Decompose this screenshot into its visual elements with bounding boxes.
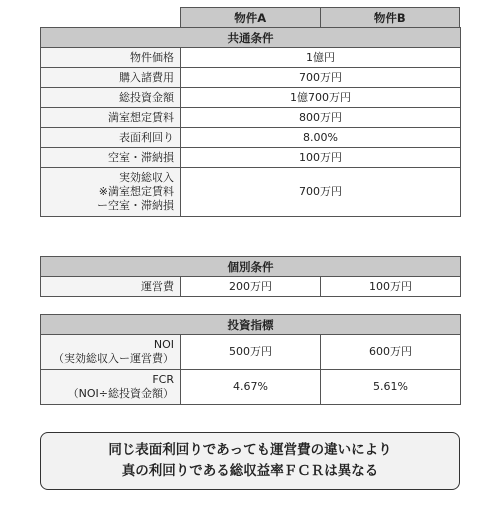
row-value: 8.00%: [181, 128, 461, 148]
row-value: 100万円: [181, 148, 461, 168]
label-line: （NOI÷総投資金額）: [67, 387, 174, 400]
row-label: 総投資金額: [41, 88, 181, 108]
value-b: 600万円: [321, 335, 461, 370]
label-line: FCR: [152, 373, 174, 386]
row-value: 700万円: [181, 68, 461, 88]
label-line: 実効総収入: [119, 171, 174, 184]
row-label: 表面利回り: [41, 128, 181, 148]
table-row: [41, 48, 461, 68]
row-label: 購入諸費用: [41, 68, 181, 88]
value-a: 500万円: [181, 335, 321, 370]
value-b: 100万円: [321, 277, 461, 297]
row-label: 運営費: [41, 277, 181, 297]
table-row: [41, 148, 461, 168]
table-row: [41, 68, 461, 88]
row-label-multiline: [41, 335, 181, 370]
note-line-2: 真の利回りである総収益率ＦＣＲは異なる: [121, 463, 379, 479]
column-header-a: 物件A: [181, 8, 321, 28]
row-label: 満室想定賃料: [41, 108, 181, 128]
individual-conditions-table: [40, 256, 461, 297]
label-line: （実効総収入ー運営費）: [53, 352, 174, 365]
row-value: 1億円: [181, 48, 461, 68]
summary-note: [40, 432, 460, 490]
common-conditions-table: [40, 27, 461, 217]
section-title-investment: 投資指標: [41, 315, 461, 335]
investment-indicators-table: [40, 314, 461, 405]
value-a: 4.67%: [181, 370, 321, 405]
label-line: NOI: [153, 338, 174, 351]
table-row: [41, 168, 461, 217]
row-label-multiline: [41, 370, 181, 405]
section-title-individual: 個別条件: [41, 257, 461, 277]
row-label: 空室・滞納損: [41, 148, 181, 168]
row-value: 700万円: [181, 168, 461, 217]
table-row: [41, 335, 461, 370]
table-row: [41, 370, 461, 405]
row-label: 物件価格: [41, 48, 181, 68]
table-row: [41, 128, 461, 148]
label-line: ※満室想定賃料: [98, 185, 174, 198]
note-line-1: 同じ表面利回りであっても運営費の違いにより: [108, 442, 392, 458]
table-row: [41, 277, 461, 297]
value-a: 200万円: [181, 277, 321, 297]
row-value: 800万円: [181, 108, 461, 128]
column-header: [180, 7, 460, 28]
table-row: [41, 88, 461, 108]
label-line: ー空室・滞納損: [97, 199, 174, 212]
row-label-multiline: [41, 168, 181, 217]
section-title-common: 共通条件: [41, 28, 461, 48]
row-value: 1億700万円: [181, 88, 461, 108]
table-row: [41, 108, 461, 128]
column-header-b: 物件B: [320, 8, 460, 28]
value-b: 5.61%: [321, 370, 461, 405]
